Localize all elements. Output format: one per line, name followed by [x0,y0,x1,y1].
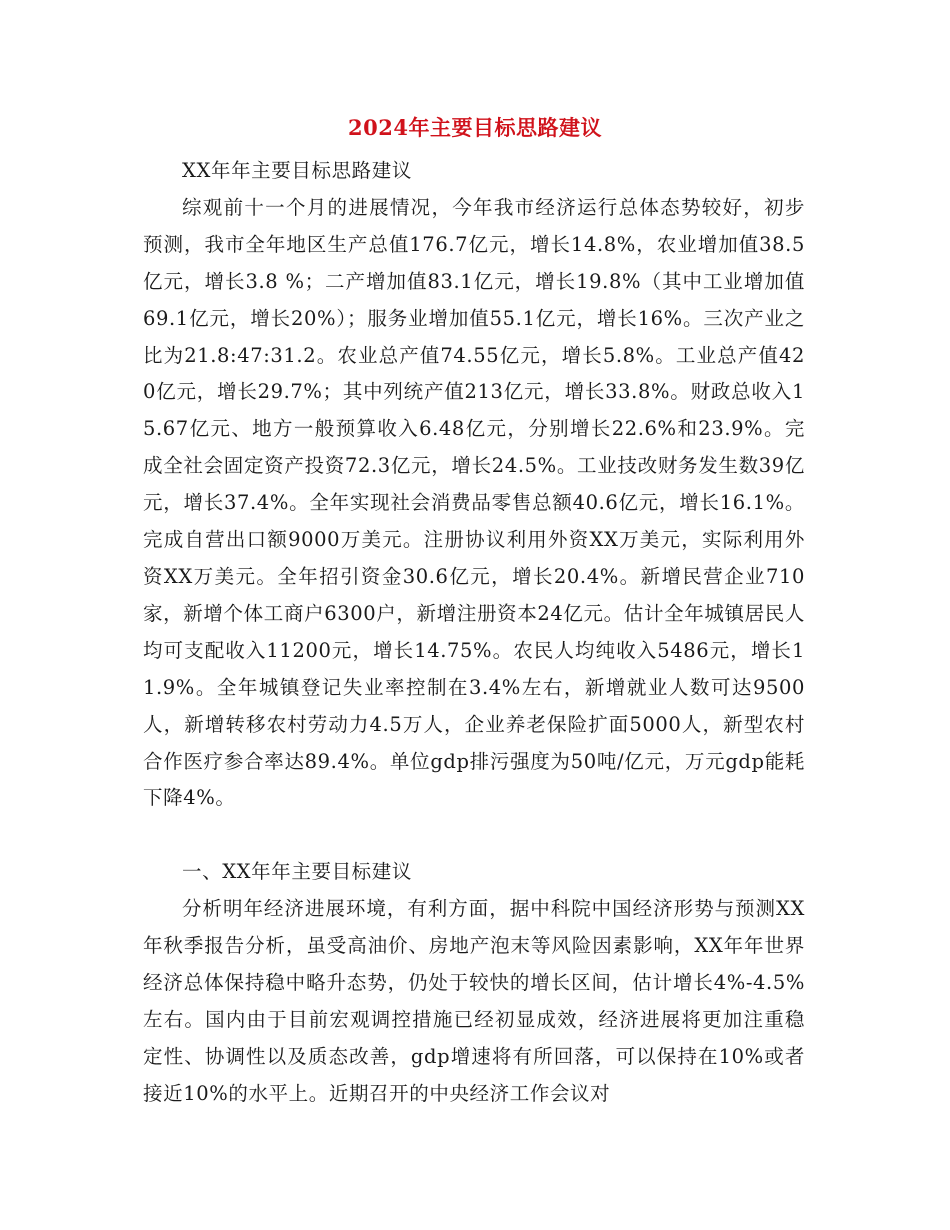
section-heading: 一、XX年年主要目标建议 [182,860,412,884]
document-subtitle: XX年年主要目标思路建议 [182,159,412,182]
paragraph-overview: 综观前十一个月的进展情况，今年我市经济运行总体态势较好，初步预测，我市全年地区生产总值176.7亿元，增长14.8%，农业增加值38.5亿元，增长3.8 %；二产增加值83.1亿元，增长19.8%（其中工业增加值69.1亿元，增长20%）；服务业增加值55.1亿元，增长16%。三次产业之比为21.8:47:31.2。农业总产值74.55亿元，增长5.8%。工业总产值420亿元，增长29.7%；其中列统产值213亿元，增长33.8%。财政总收入15.67亿元、地方一般预算收入6.48亿元，分别增长22.6%和23.9%。完成全社会固定资产投资72.3亿元，增长24.5%。工业技改财务发生数39亿元，增长37.4%。全年实现社会消费品零售总额40.6亿元，增长16.1%。完成自营出口额9000万美元。注册协议利用外资XX万美元，实际利用外资XX万美元。全年招引资金30.6亿元，增长20.4%。新增民营企业710家，新增个体工商户6300户，新增注册资本24亿元。估计全年城镇居民人均可支配收入11200元，增长14.75%。农民人均纯收入5486元，增长11.9%。全年城镇登记失业率控制在3.4%左右，新增就业人数可达9500人，新增转移农村劳动力4.5万人，企业养老保险扩面5000人，新型农村合作医疗参合率达89.4%。单位gdp排污强度为50吨/亿元，万元gdp能耗下降4%。 [143,195,805,810]
document-body [143,153,805,1113]
paragraph-analysis: 分析明年经济进展环境，有利方面，据中科院中国经济形势与预测XX年秋季报告分析，虽受高油价、房地产泡末等风险因素影响，XX年年世界经济总体保持稳中略升态势，仍处于较快的增长区间，估计增长4%-4.5%左右。国内由于目前宏观调控措施已经初显成效，经济进展将更加注重稳定性、协调性以及质态改善，gdp增速将有所回落，可以保持在10%或者接近10%的水平上。近期召开的中央经济工作会议对 [143,897,805,1105]
paragraph-spacer [143,817,805,854]
document-title: 2024年主要目标思路建议 [348,115,602,140]
